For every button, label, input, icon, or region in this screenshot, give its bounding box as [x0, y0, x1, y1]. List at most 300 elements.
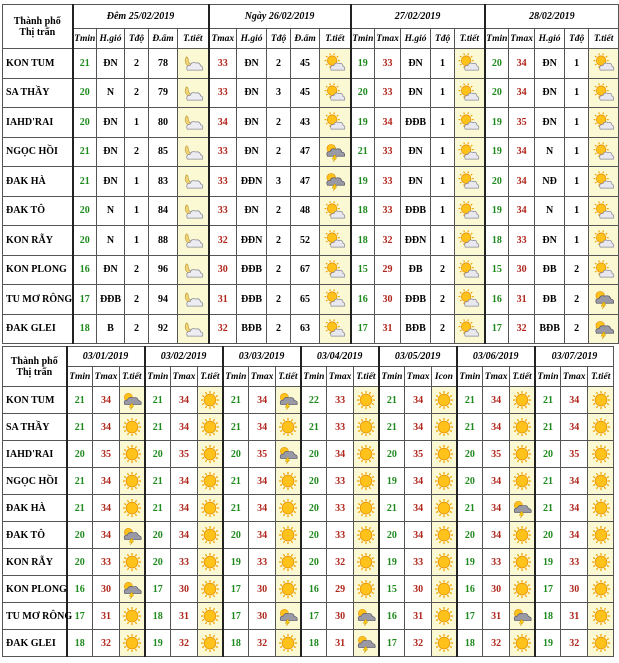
sun-icon — [121, 607, 143, 626]
tmax-value: 33 — [171, 549, 198, 576]
sun-icon — [433, 580, 455, 599]
tmin-value: 21 — [73, 49, 97, 79]
city-name: ĐAK TÔ — [3, 196, 73, 226]
tmin-value: 20 — [485, 78, 509, 108]
tmax-value: 33 — [483, 549, 510, 576]
column-header: Tđộ — [267, 29, 291, 49]
sun-icon — [121, 472, 143, 491]
tmin-value: 20 — [145, 522, 171, 549]
tmax-value: 34 — [509, 167, 535, 197]
sun-icon — [121, 553, 143, 572]
cell-value: N — [97, 226, 125, 256]
tmax-value: 32 — [509, 314, 535, 344]
column-header: Tmin — [379, 367, 405, 387]
tmin-value: 21 — [67, 468, 93, 495]
weather-cell — [320, 78, 351, 108]
tmax-value: 32 — [209, 314, 237, 344]
city-name: NGỌC HỒI — [3, 137, 73, 167]
tmax-value: 33 — [209, 137, 237, 167]
cell-value: ĐN — [401, 78, 431, 108]
cell-value: ĐĐN — [237, 226, 267, 256]
sun-cloud-icon — [457, 319, 481, 339]
tmax-value: 30 — [209, 255, 237, 285]
weather-cell — [455, 78, 485, 108]
sun-icon — [355, 499, 377, 518]
sun-icon — [199, 634, 221, 653]
tmax-value: 34 — [561, 468, 588, 495]
tmax-value: 31 — [483, 603, 510, 630]
column-header: Tmin — [145, 367, 171, 387]
sun-icon — [277, 499, 299, 518]
table-row — [3, 167, 619, 197]
cell-value: ĐN — [535, 49, 565, 79]
cell-value: ĐĐB — [401, 108, 431, 138]
cell-value: ĐN — [401, 49, 431, 79]
weather-cell — [455, 226, 485, 256]
weather-cell — [589, 255, 619, 285]
tmin-value: 21 — [223, 387, 249, 414]
cell-value: 48 — [291, 196, 320, 226]
table-row — [3, 226, 619, 256]
tmax-value: 33 — [327, 468, 354, 495]
cell-value: ĐN — [97, 108, 125, 138]
weather-cell — [432, 522, 457, 549]
cell-value: ĐN — [535, 226, 565, 256]
cell-value: 2 — [565, 314, 589, 344]
sun-cloud-icon — [457, 201, 481, 221]
tmin-value: 20 — [73, 196, 97, 226]
weather-cell — [120, 630, 145, 657]
tmax-value: 34 — [561, 387, 588, 414]
weather-cell — [276, 522, 301, 549]
weather-cell — [510, 495, 535, 522]
weather-cell — [276, 549, 301, 576]
sun-cloud-icon — [592, 260, 616, 280]
sun-icon — [590, 391, 612, 410]
sun-icon — [277, 553, 299, 572]
sun-cloud-icon — [592, 83, 616, 103]
tmax-value: 34 — [93, 495, 120, 522]
tmax-value: 34 — [509, 137, 535, 167]
date-header: 27/02/2019 — [351, 5, 485, 29]
tmin-value: 17 — [379, 630, 405, 657]
sun-cloud-icon — [592, 230, 616, 250]
tmax-value: 31 — [405, 603, 432, 630]
sun-icon — [433, 418, 455, 437]
tmin-value: 19 — [351, 108, 375, 138]
date-header: 03/01/2019 — [67, 347, 145, 367]
tmax-value: 34 — [249, 468, 276, 495]
cell-value: 2 — [267, 137, 291, 167]
weather-cell — [120, 549, 145, 576]
tmin-value: 17 — [67, 603, 93, 630]
tmax-value: 29 — [327, 576, 354, 603]
tmax-value: 30 — [93, 576, 120, 603]
sun-icon — [277, 634, 299, 653]
sun-icon — [433, 499, 455, 518]
tmax-value: 34 — [483, 468, 510, 495]
tmax-value: 34 — [483, 414, 510, 441]
tmin-value: 20 — [223, 522, 249, 549]
tmax-value: 33 — [93, 549, 120, 576]
weather-cell — [276, 495, 301, 522]
column-header: Tmax — [509, 29, 535, 49]
weather-cell — [198, 414, 223, 441]
thunder-cloud-icon — [277, 391, 299, 410]
weather-cell — [510, 549, 535, 576]
thunder-cloud-icon — [511, 499, 533, 518]
weather-cell — [588, 576, 614, 603]
tmin-value: 18 — [73, 314, 97, 344]
tmin-value: 21 — [145, 495, 171, 522]
weather-cell — [178, 137, 209, 167]
cell-value: 88 — [149, 226, 178, 256]
weather-cell — [510, 522, 535, 549]
column-header: T.tiết — [276, 367, 301, 387]
column-header: Tmax — [375, 29, 401, 49]
cell-value: NĐ — [535, 167, 565, 197]
tmax-value: 33 — [327, 495, 354, 522]
tmin-value: 19 — [485, 196, 509, 226]
column-header: H.gió — [401, 29, 431, 49]
weather-cell — [354, 441, 379, 468]
sun-icon — [199, 607, 221, 626]
cell-value: 2 — [125, 285, 149, 315]
cell-value: 2 — [267, 196, 291, 226]
weather-cell — [510, 603, 535, 630]
sun-icon — [355, 526, 377, 545]
tmax-value: 34 — [327, 441, 354, 468]
tmin-value: 20 — [145, 549, 171, 576]
thunder-cloud-icon — [277, 607, 299, 626]
weather-cell — [455, 49, 485, 79]
cell-value: ĐN — [97, 137, 125, 167]
cell-value: ĐĐB — [97, 285, 125, 315]
tmax-value: 30 — [327, 603, 354, 630]
sun-icon — [277, 526, 299, 545]
tmin-value: 17 — [301, 603, 327, 630]
column-header: Đ.ẩm — [149, 29, 178, 49]
tmax-value: 30 — [509, 255, 535, 285]
cell-value: 1 — [431, 226, 455, 256]
weather-cell — [198, 549, 223, 576]
sun-icon — [199, 580, 221, 599]
cell-value: 52 — [291, 226, 320, 256]
sun-icon — [511, 391, 533, 410]
tmax-value: 31 — [561, 603, 588, 630]
weather-cell — [354, 576, 379, 603]
sun-cloud-icon — [457, 230, 481, 250]
tmin-value: 17 — [457, 603, 483, 630]
weather-cell — [455, 167, 485, 197]
column-header: T.tiết — [198, 367, 223, 387]
sun-icon — [355, 553, 377, 572]
tmin-value: 16 — [67, 576, 93, 603]
tmin-value: 21 — [457, 414, 483, 441]
weather-cell — [198, 441, 223, 468]
tmin-value: 20 — [67, 549, 93, 576]
sun-icon — [355, 445, 377, 464]
tmin-value: 18 — [485, 226, 509, 256]
cell-value: 47 — [291, 167, 320, 197]
tmin-value: 17 — [223, 603, 249, 630]
weather-cell — [432, 387, 457, 414]
tmax-value: 33 — [327, 414, 354, 441]
tmin-value: 18 — [145, 603, 171, 630]
cell-value: ĐĐN — [237, 167, 267, 197]
tmin-value: 20 — [351, 78, 375, 108]
tmax-value: 34 — [249, 387, 276, 414]
column-header: Tmin — [351, 29, 375, 49]
weather-cell — [589, 108, 619, 138]
sun-cloud-icon — [592, 112, 616, 132]
weather-cell — [455, 108, 485, 138]
weather-cell — [178, 226, 209, 256]
tmax-value: 32 — [483, 630, 510, 657]
corner-label-city: Thành phố — [10, 355, 58, 367]
weather-cell — [320, 255, 351, 285]
sun-icon — [511, 472, 533, 491]
weather-cell — [276, 468, 301, 495]
cell-value: 2 — [267, 255, 291, 285]
tmin-value: 19 — [351, 49, 375, 79]
column-header: H.gió — [237, 29, 267, 49]
tmin-value: 21 — [379, 495, 405, 522]
weather-cell — [432, 441, 457, 468]
tmin-value: 21 — [301, 414, 327, 441]
cell-value: ĐB — [401, 255, 431, 285]
tmin-value: 20 — [67, 441, 93, 468]
city-name: SA THẦY — [3, 414, 67, 441]
tmax-value: 32 — [327, 549, 354, 576]
cell-value: 2 — [125, 314, 149, 344]
table-row — [3, 196, 619, 226]
weather-cell — [178, 167, 209, 197]
tmin-value: 21 — [73, 167, 97, 197]
sun-icon — [433, 607, 455, 626]
column-header: Tmin — [301, 367, 327, 387]
tmax-value: 30 — [561, 576, 588, 603]
sun-cloud-icon — [457, 142, 481, 162]
tmax-value: 34 — [249, 522, 276, 549]
table-row — [3, 414, 614, 441]
weather-cell — [588, 630, 614, 657]
table-row — [3, 285, 619, 315]
tmin-value: 17 — [223, 576, 249, 603]
column-header: Tmax — [327, 367, 354, 387]
forecast-table-bottom — [2, 346, 614, 657]
tmax-value: 33 — [509, 226, 535, 256]
weather-cell — [588, 414, 614, 441]
moon-cloud-icon — [181, 319, 205, 339]
tmax-value: 35 — [249, 441, 276, 468]
cell-value: 2 — [267, 314, 291, 344]
cell-value: 2 — [267, 49, 291, 79]
tmax-value: 33 — [209, 49, 237, 79]
city-name: IAHD'RAI — [3, 108, 73, 138]
cell-value: N — [535, 196, 565, 226]
cell-value: 2 — [565, 255, 589, 285]
tmax-value: 34 — [483, 387, 510, 414]
cell-value: 63 — [291, 314, 320, 344]
weather-cell — [588, 468, 614, 495]
sun-icon — [511, 553, 533, 572]
weather-cell — [588, 441, 614, 468]
tmin-value: 18 — [223, 630, 249, 657]
table-row — [3, 495, 614, 522]
column-header: T.tiết — [120, 367, 145, 387]
tmin-value: 21 — [535, 414, 561, 441]
weather-cell — [354, 414, 379, 441]
tmin-value: 20 — [379, 441, 405, 468]
cell-value: ĐN — [97, 49, 125, 79]
tmax-value: 33 — [375, 137, 401, 167]
weather-cell — [589, 78, 619, 108]
tmin-value: 21 — [73, 137, 97, 167]
sun-icon — [433, 391, 455, 410]
weather-cell — [354, 549, 379, 576]
weather-cell — [198, 603, 223, 630]
weather-cell — [276, 387, 301, 414]
date-header: 03/03/2019 — [223, 347, 301, 367]
cell-value: BĐB — [237, 314, 267, 344]
tmin-value: 19 — [485, 137, 509, 167]
weather-cell — [178, 255, 209, 285]
weather-cell — [455, 137, 485, 167]
sun-icon — [199, 445, 221, 464]
table-row — [3, 441, 614, 468]
tmax-value: 30 — [483, 576, 510, 603]
sun-icon — [355, 580, 377, 599]
city-name: NGỌC HỒI — [3, 468, 67, 495]
weather-cell — [432, 495, 457, 522]
sun-icon — [277, 418, 299, 437]
city-name: KON PLONG — [3, 576, 67, 603]
cell-value: 2 — [565, 285, 589, 315]
weather-cell — [354, 630, 379, 657]
tmin-value: 19 — [379, 468, 405, 495]
column-header: Tmax — [171, 367, 198, 387]
tmin-value: 20 — [457, 522, 483, 549]
sun-icon — [511, 634, 533, 653]
tmax-value: 32 — [561, 630, 588, 657]
thunder-cloud-icon — [121, 526, 143, 545]
tmin-value: 21 — [67, 414, 93, 441]
cell-value: 79 — [149, 78, 178, 108]
cell-value: 2 — [267, 226, 291, 256]
weather-cell — [455, 196, 485, 226]
thunder-cloud-icon — [323, 142, 347, 162]
weather-cell — [432, 468, 457, 495]
weather-cell — [276, 630, 301, 657]
tmin-value: 17 — [73, 285, 97, 315]
thunder-cloud-icon — [323, 171, 347, 191]
tmin-value: 20 — [301, 441, 327, 468]
weather-cell — [120, 576, 145, 603]
weather-cell — [510, 630, 535, 657]
cell-value: BĐB — [401, 314, 431, 344]
tmax-value: 31 — [93, 603, 120, 630]
weather-cell — [320, 314, 351, 344]
weather-cell — [198, 522, 223, 549]
sun-icon — [199, 418, 221, 437]
tmin-value: 20 — [535, 441, 561, 468]
tmin-value: 19 — [351, 167, 375, 197]
cell-value: 92 — [149, 314, 178, 344]
tmin-value: 20 — [457, 468, 483, 495]
table-row — [3, 549, 614, 576]
column-header: Icon — [432, 367, 457, 387]
cell-value: 1 — [565, 78, 589, 108]
sun-cloud-icon — [323, 53, 347, 73]
cell-value: N — [97, 78, 125, 108]
cell-value: 1 — [565, 167, 589, 197]
tmax-value: 35 — [483, 441, 510, 468]
column-header: H.gió — [535, 29, 565, 49]
sun-cloud-icon — [592, 53, 616, 73]
table-row — [3, 603, 614, 630]
weather-cell — [588, 522, 614, 549]
tmin-value: 15 — [379, 576, 405, 603]
tmin-value: 19 — [379, 549, 405, 576]
tmin-value: 21 — [535, 495, 561, 522]
tmax-value: 32 — [375, 226, 401, 256]
cell-value: B — [97, 314, 125, 344]
thunder-cloud-icon — [355, 607, 377, 626]
tmax-value: 33 — [209, 78, 237, 108]
tmin-value: 19 — [223, 549, 249, 576]
weather-cell — [354, 603, 379, 630]
table-row — [3, 255, 619, 285]
city-name: ĐAK GLEI — [3, 314, 73, 344]
weather-cell — [120, 468, 145, 495]
weather-cell — [178, 78, 209, 108]
sun-icon — [433, 445, 455, 464]
tmax-value: 33 — [405, 549, 432, 576]
tmax-value: 32 — [93, 630, 120, 657]
cell-value: 1 — [431, 108, 455, 138]
tmin-value: 20 — [73, 108, 97, 138]
sun-cloud-icon — [457, 53, 481, 73]
cell-value: 94 — [149, 285, 178, 315]
tmin-value: 20 — [67, 522, 93, 549]
sun-cloud-icon — [592, 142, 616, 162]
tmin-value: 21 — [379, 414, 405, 441]
weather-cell — [120, 495, 145, 522]
cell-value: 45 — [291, 49, 320, 79]
weather-cell — [320, 137, 351, 167]
moon-cloud-icon — [181, 201, 205, 221]
table-row — [3, 78, 619, 108]
cell-value: ĐĐN — [401, 226, 431, 256]
sun-cloud-icon — [457, 112, 481, 132]
tmin-value: 17 — [485, 314, 509, 344]
moon-cloud-icon — [181, 230, 205, 250]
tmax-value: 32 — [171, 630, 198, 657]
table-row — [3, 468, 614, 495]
weather-cell — [178, 49, 209, 79]
sun-cloud-icon — [457, 83, 481, 103]
tmax-value: 33 — [375, 196, 401, 226]
tmax-value: 34 — [171, 387, 198, 414]
cell-value: 2 — [125, 49, 149, 79]
thunder-cloud-icon — [592, 289, 616, 309]
column-header: Tmin — [485, 29, 509, 49]
weather-cell — [589, 196, 619, 226]
moon-cloud-icon — [181, 260, 205, 280]
weather-cell — [589, 314, 619, 344]
cell-value: 83 — [149, 167, 178, 197]
